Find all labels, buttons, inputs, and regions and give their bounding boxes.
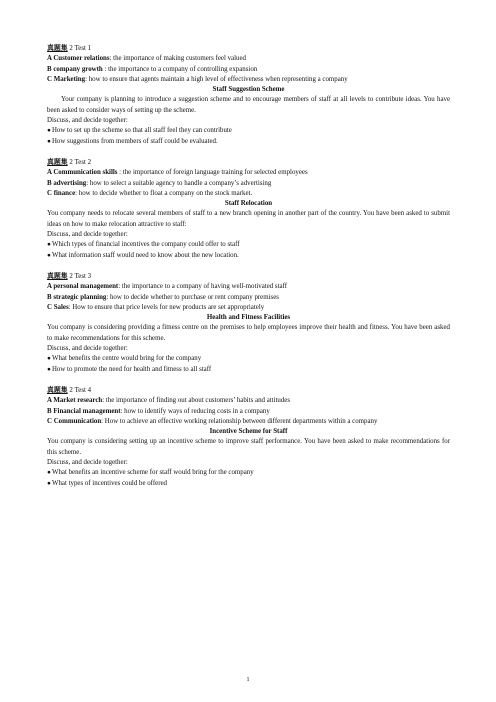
topic-c [47, 303, 450, 313]
topic-label: C Sales [47, 303, 69, 311]
topic-a [47, 54, 450, 64]
scenario-paragraph: You company is considering providing a fitness centre on the premises to help employees improve their health and fitness. You have been asked to make recommendations for this scheme. [47, 324, 450, 342]
test-number: 2 Test 4 [69, 386, 92, 394]
bullet-point: ● Which types of financial incentives the company could offer to staff [47, 240, 450, 250]
test-title [47, 44, 450, 54]
topic-label: B Financial management [47, 407, 121, 415]
topic-label: B advertising [47, 179, 87, 187]
topic-b [47, 407, 450, 417]
topic-text: : how to decide whether to float a company on the stock market. [75, 189, 253, 197]
topic-a [47, 168, 450, 178]
topic-b [47, 179, 450, 189]
topic-text: : the importance of finding out about customers’ habits and attitudes [102, 397, 291, 405]
test-book-name: 真题集 [47, 45, 68, 52]
document-page [47, 44, 450, 500]
test-section [47, 44, 450, 147]
topic-label: B company growth [47, 65, 103, 73]
test-book-name: 真题集 [47, 158, 68, 166]
scenario-paragraph: Your company is planning to introduce a suggestion scheme and to encourage members of staff at all levels to contribute ideas. You have been asked to consider ways of setting up the scheme. [47, 96, 450, 114]
topic-text: : how to ensure that agents maintain a high level of effectiveness when representing a company [85, 75, 348, 83]
test-title [47, 158, 450, 168]
topic-text: : how to select a suitable agency to handle a company’s advertising [86, 179, 272, 187]
topic-text: : how to identify ways of reducing costs in a company [120, 407, 270, 415]
scenario-heading: Health and Fitness Facilities [206, 314, 291, 322]
topic-text: : how to decide whether to purchase or rent company premises [106, 293, 279, 301]
topic-label: C Marketing [47, 75, 86, 83]
topic-label: A Communication skills [47, 169, 118, 177]
topic-b [47, 65, 450, 75]
scenario-heading: Staff Relocation [224, 200, 273, 208]
scenario-paragraph: You company is considering setting up an incentive scheme to improve staff performance. You have been asked to make recommendations for this scheme. [47, 438, 450, 456]
test-section [47, 158, 450, 261]
bullet-point: ● What types of incentives could be offered [47, 479, 450, 489]
bullet-point: ● How suggestions from members of staff could be evaluated. [47, 137, 450, 147]
bullet-point: ● How to set up the scheme so that all staff feel they can contribute [47, 126, 450, 136]
test-book-name: 真题集 [47, 386, 68, 394]
topic-label: C finance [47, 189, 76, 197]
topic-text: : the importance to a company of having well-motivated staff [118, 283, 288, 291]
topic-text: : How to achieve an effective working relationship between different departments within a company [101, 417, 378, 425]
scenario-heading: Incentive Scheme for Staff [209, 428, 288, 436]
topic-label: C Communication [47, 417, 102, 425]
topic-c [47, 189, 450, 199]
discuss-instruction: Discuss, and decide together: [47, 231, 128, 239]
topic-a [47, 396, 450, 406]
topic-c [47, 417, 450, 427]
bullet-point: ● What information staff would need to know about the new location. [47, 251, 450, 261]
topic-c [47, 75, 450, 85]
test-section [47, 386, 450, 489]
discuss-instruction: Discuss, and decide together: [47, 458, 128, 466]
test-section [47, 272, 450, 375]
discuss-instruction: Discuss, and decide together: [47, 117, 128, 125]
test-title [47, 386, 450, 396]
topic-label: A Market research [47, 397, 103, 405]
page-number: 1 [246, 676, 250, 683]
topic-text: : the importance of foreign language training for selected employees [117, 169, 308, 177]
bullet-point: ● How to promote the need for health and fitness to all staff [47, 365, 450, 375]
topic-a [47, 282, 450, 292]
topic-text: : the importance of making customers feel valued [109, 55, 246, 63]
topic-text: : How to ensure that price levels for new products are set appropriately [68, 303, 265, 311]
topic-label: A Customer relations [47, 55, 110, 63]
bullet-point: ● What benefits an incentive scheme for staff would bring for the company [47, 468, 450, 478]
test-number: 2 Test 1 [69, 45, 92, 52]
scenario-paragraph: You company needs to relocate several members of staff to a new branch opening in another part of the country. You have been asked to submit ideas on how to make relocation attractive to staff: [47, 210, 450, 228]
topic-label: A personal management [47, 283, 119, 291]
topic-b [47, 293, 450, 303]
test-book-name: 真题集 [47, 272, 68, 280]
test-number: 2 Test 3 [69, 272, 92, 280]
test-title [47, 272, 450, 282]
scenario-heading: Staff Suggestion Scheme [212, 86, 285, 94]
topic-text: : the importance to a company of controlling expansion [102, 65, 258, 73]
test-number: 2 Test 2 [69, 158, 92, 166]
topic-label: B strategic planning [47, 293, 107, 301]
bullet-point: ● What benefits the centre would bring for the company [47, 354, 450, 364]
discuss-instruction: Discuss, and decide together: [47, 345, 128, 353]
